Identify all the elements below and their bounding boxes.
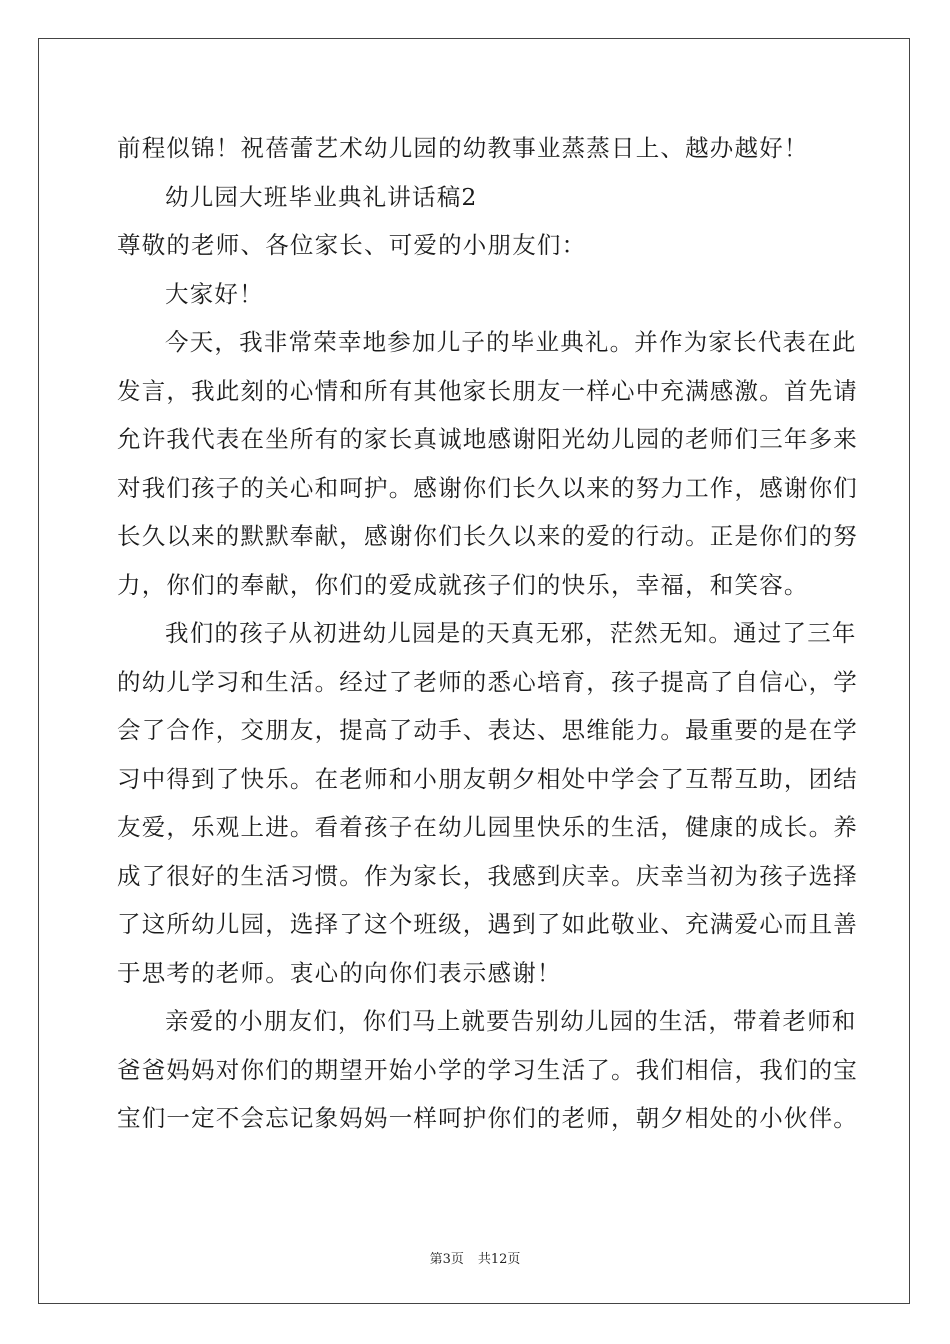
text-line: 大家好！ — [165, 279, 264, 308]
page-footer — [0, 1248, 950, 1267]
text-line: 长久以来的默默奉献，感谢你们长久以来的爱的行动。正是你们的努 — [117, 522, 858, 550]
document-body — [117, 124, 858, 1143]
text-line: 成了很好的生活习惯。作为家长，我感到庆幸。庆幸当初为孩子选择 — [117, 861, 858, 890]
text-line: 尊敬的老师、各位家长、可爱的小朋友们： — [117, 231, 587, 259]
text-line: 前程似锦！祝蓓蕾艺术幼儿园的幼教事业蒸蒸日上、越办越好！ — [117, 134, 809, 162]
text-line: 习中得到了快乐。在老师和小朋友朝夕相处中学会了互帮互助，团结 — [117, 764, 858, 793]
text-line: 的幼儿学习和生活。经过了老师的悉心培育，孩子提高了自信心，学 — [117, 667, 858, 696]
text-line: 对我们孩子的关心和呵护。感谢你们长久以来的努力工作，感谢你们 — [117, 473, 858, 502]
text-line: 力，你们的奉献，你们的爱成就孩子们的快乐，幸福，和笑容。 — [117, 570, 809, 599]
text-line: 亲爱的小朋友们，你们马上就要告别幼儿园的生活，带着老师和 — [165, 1007, 857, 1035]
page-number: 第3页 — [429, 1252, 464, 1267]
text-line: 允许我代表在坐所有的家长真诚地感谢阳光幼儿园的老师们三年多来 — [117, 425, 858, 453]
text-line: 幼儿园大班毕业典礼讲话稿2 — [165, 182, 478, 211]
text-line: 今天，我非常荣幸地参加儿子的毕业典礼。并作为家长代表在此 — [165, 328, 857, 356]
text-line: 发言，我此刻的心情和所有其他家长朋友一样心中充满感激。首先请 — [117, 376, 858, 405]
total-pages: 共12页 — [477, 1252, 521, 1267]
text-line: 宝们一定不会忘记象妈妈一样呵护你们的老师，朝夕相处的小伙伴。 — [117, 1104, 858, 1132]
text-line: 我们的孩子从初进幼儿园是的天真无邪，茫然无知。通过了三年 — [165, 619, 857, 647]
text-line: 于思考的老师。衷心的向你们表示感谢！ — [117, 958, 562, 987]
text-line: 了这所幼儿园，选择了这个班级，遇到了如此敬业、充满爱心而且善 — [117, 910, 858, 938]
text-line: 会了合作，交朋友，提高了动手、表达、思维能力。最重要的是在学 — [117, 716, 858, 744]
text-line: 爸爸妈妈对你们的期望开始小学的学习生活了。我们相信，我们的宝 — [117, 1055, 858, 1084]
text-line: 友爱，乐观上进。看着孩子在幼儿园里快乐的生活，健康的成长。养 — [117, 813, 858, 841]
